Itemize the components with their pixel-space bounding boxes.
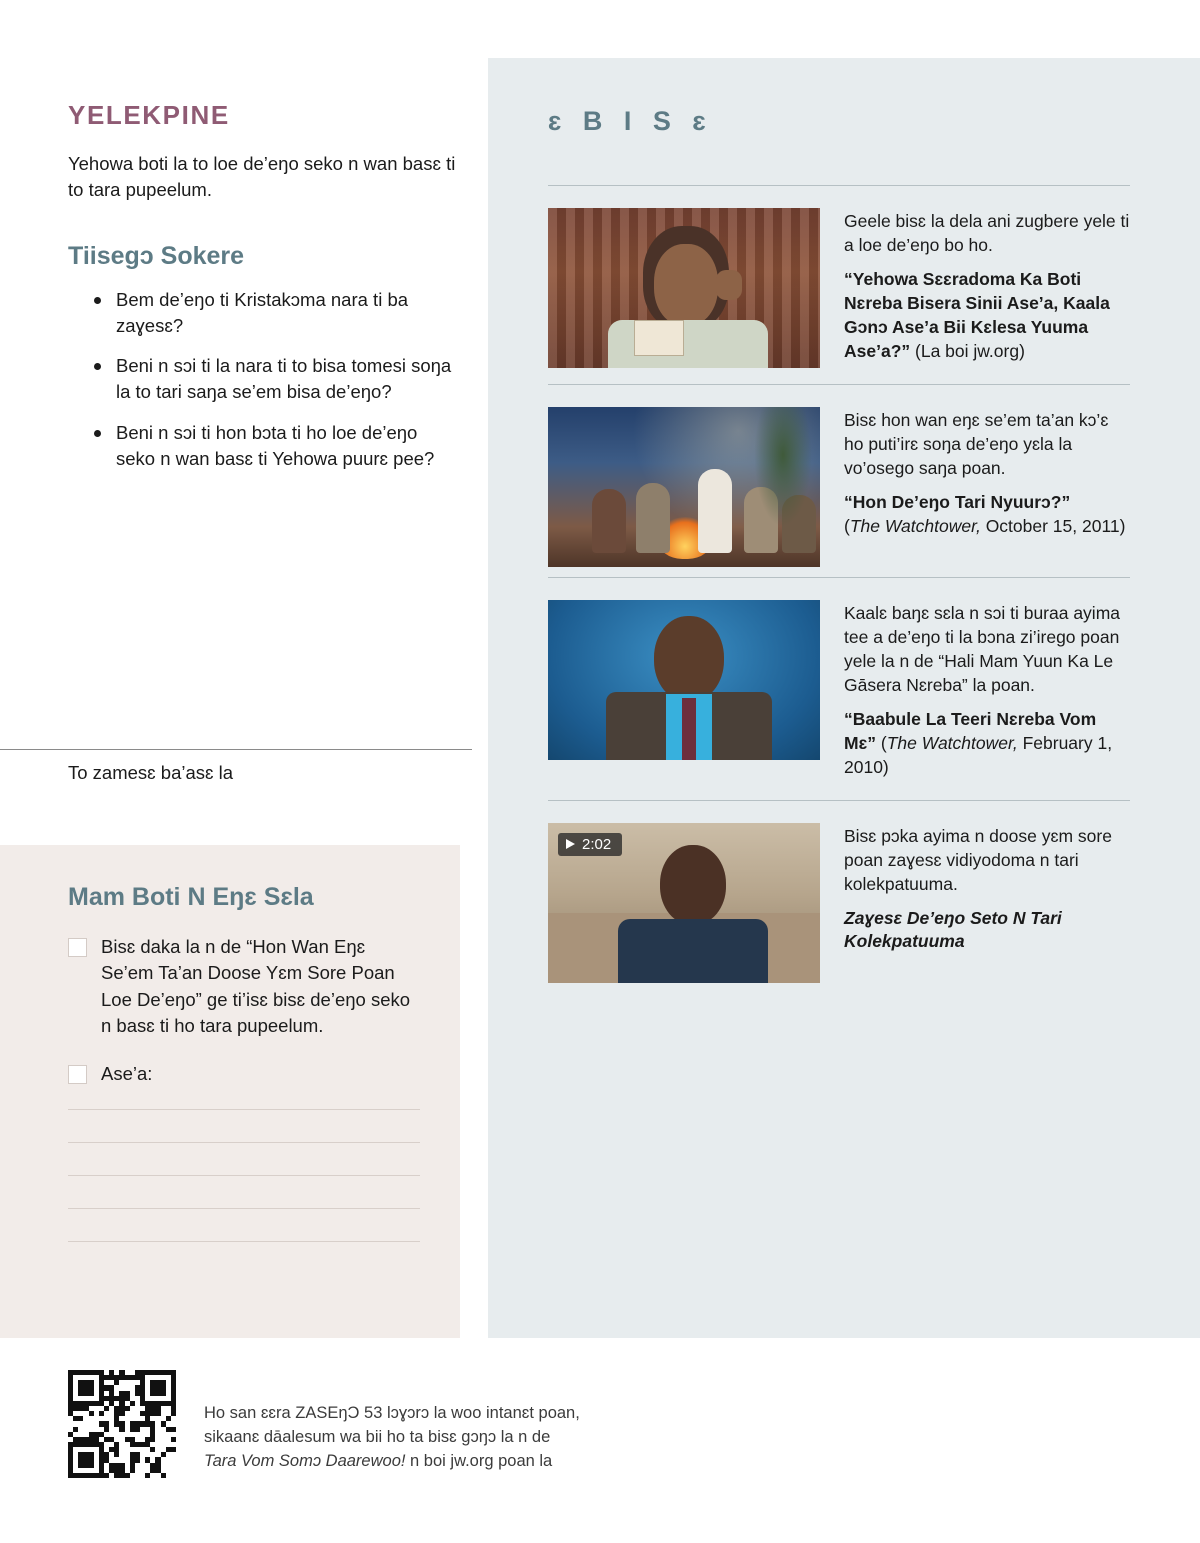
entry-source-publication: The Watchtower, — [886, 732, 1018, 753]
list-item: Beni n sɔi ti la nara ti to bisa tomesi soŋa la to tari saŋa se’em bisa de’eŋo? — [94, 353, 458, 406]
list-item: Bem de’eŋo ti Kristakɔma nara ti ba zaɣesɛ? — [94, 287, 458, 340]
apply-label: To zamesɛ ba’asɛ la — [68, 762, 234, 783]
video-duration-badge[interactable] — [558, 833, 622, 856]
entry-text-block — [844, 208, 1130, 374]
writing-line[interactable] — [68, 1175, 420, 1176]
entry-description: Kaalɛ baŋɛ sɛla n sɔi ti buraa ayima tee a de’eŋo ti la bɔna zi’irego poan yele la n de “Hali Mam Yuun Ka Le Gāsera Nɛreba” la poan. — [844, 602, 1121, 695]
footer-publication-title: Tara Vom Somɔ Daarewoo! — [204, 1451, 406, 1470]
entry-thumbnail[interactable] — [548, 823, 820, 983]
footer-line-3-rest: n boi jw.org poan la — [405, 1451, 553, 1470]
research-entry[interactable] — [548, 384, 1130, 577]
section-heading-dig-deeper: Tiisegɔ Sokere — [68, 241, 245, 270]
entry-title: Zaɣesɛ De’eŋo Seto N Tari Kolekpatuuma — [844, 907, 1062, 952]
writing-line[interactable] — [68, 1109, 420, 1110]
footer-line-2: sikaanɛ dāalesum wa bii ho ta bisɛ gɔŋɔ la n de — [204, 1427, 551, 1446]
headphones-image — [548, 208, 820, 368]
entry-thumbnail[interactable] — [548, 600, 820, 790]
entry-source-publication: The Watchtower, — [849, 515, 981, 536]
goal-text: Bisɛ daka la n de “Hon Wan Eŋɛ Se’em Ta’an Doose Yɛm Sore Poan Loe De’eŋo” ge ti’isɛ bisɛ de’eŋo seko n basɛ ti ho tara pupeelum. — [101, 936, 411, 1036]
question-list — [68, 287, 458, 473]
research-column-title: ɛ B I S ɛ — [548, 106, 713, 136]
writing-line[interactable] — [68, 1142, 420, 1143]
writing-line[interactable] — [68, 1208, 420, 1209]
main-column — [68, 100, 458, 486]
list-item: Beni n sɔi ti hon bɔta ti ho loe de’eŋo seko n wan basɛ ti Yehowa puurɛ pee? — [94, 420, 458, 473]
goal-item[interactable] — [68, 1061, 420, 1087]
writing-lines[interactable] — [68, 1109, 420, 1242]
portrait-image — [548, 600, 820, 760]
checkbox-icon[interactable] — [68, 938, 87, 957]
entry-source-open: ( — [844, 515, 850, 536]
entry-text-block — [844, 823, 1130, 983]
checkbox-icon[interactable] — [68, 1065, 87, 1084]
bible-scene-image — [548, 407, 820, 567]
video-duration: 2:02 — [582, 835, 612, 853]
goal-text: Ase’a: — [101, 1063, 153, 1085]
entry-source-open: ( — [876, 732, 887, 753]
entry-thumbnail[interactable] — [548, 208, 820, 374]
entry-source-date: February 1, 2010) — [844, 732, 1113, 777]
entry-source: (La boi jw.org) — [910, 340, 1025, 361]
entry-source-date: October 15, 2011) — [980, 515, 1126, 536]
research-entry[interactable] — [548, 800, 1130, 993]
entry-text-block — [844, 407, 1130, 567]
research-entry[interactable] — [548, 185, 1130, 384]
entry-title: “Baabule La Teeri Nɛreba Vom Mɛ” — [844, 708, 1097, 753]
goal-item[interactable] — [68, 934, 420, 1039]
footer — [68, 1370, 580, 1478]
goals-heading: Mam Boti N Eŋɛ Sɛla — [68, 883, 314, 911]
intro-text: Yehowa boti la to loe de’eŋo seko n wan basɛ ti to tara pupeelum. — [68, 153, 456, 201]
entry-text-block — [844, 600, 1130, 790]
entry-description: Bisɛ pɔka ayima n doose yɛm sore poan zaɣesɛ vidiyodoma n tari kolekpatuuma. — [844, 825, 1112, 894]
entry-description: Geele bisɛ la dela ani zugbere yele ti a loe de’eŋo bo ho. — [844, 211, 1130, 255]
entry-title: “Hon De’eŋo Tari Nyuurɔ?” — [844, 491, 1071, 512]
qr-code-icon[interactable] — [68, 1370, 176, 1478]
entry-title: “Yehowa Sɛɛradoma Ka Boti Nɛreba Bisera Sinii Ase’a, Kaala Gɔnɔ Ase’a Bii Kɛlesa Yuuma Ase’a?” — [844, 268, 1110, 361]
footer-text — [204, 1370, 580, 1474]
video-still-image — [548, 823, 820, 983]
research-column — [488, 58, 1200, 1338]
section-divider — [0, 749, 472, 750]
entry-thumbnail[interactable] — [548, 407, 820, 567]
play-icon — [566, 839, 575, 849]
research-entry[interactable] — [548, 577, 1130, 800]
entry-description: Bisɛ hon wan eŋɛ se’em ta’an kɔ’ɛ ho puti’irɛ soŋa de’eŋo yɛla la vo’osego saŋa poan. — [844, 409, 1109, 478]
footer-line-1: Ho san ɛɛra ZASEŋƆ 53 lɔɣɔrɔ la woo intanɛt poan, — [204, 1404, 580, 1422]
page-title: YELEKPINE — [68, 100, 230, 130]
writing-line[interactable] — [68, 1241, 420, 1242]
goals-panel — [0, 845, 460, 1338]
